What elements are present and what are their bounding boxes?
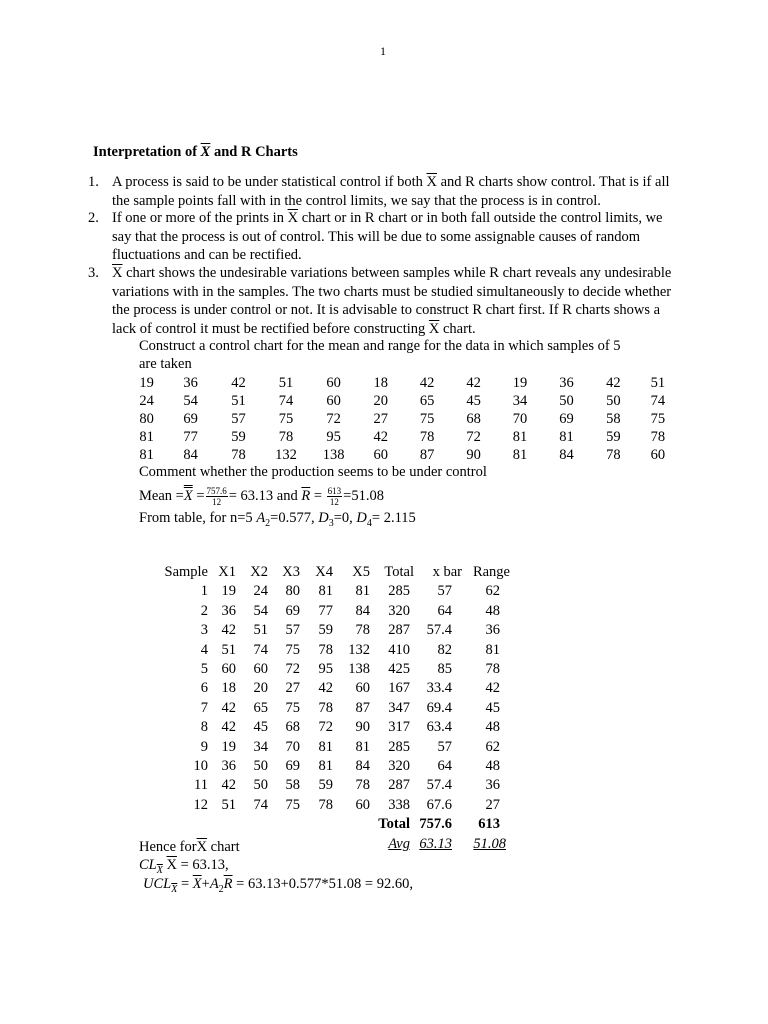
table-cell: 78 [485, 661, 500, 678]
d4-symbol: D [356, 510, 367, 526]
table-cell: 410 [388, 641, 410, 658]
constants-prefix: From table, for n=5 [139, 510, 257, 526]
table-cell: 27 [485, 796, 500, 813]
table-row [158, 679, 510, 698]
table-cell: 11 [194, 777, 208, 794]
table-cell: 48 [485, 758, 500, 775]
raw-data-cell: 74 [650, 393, 666, 409]
table-cell: 36 [485, 777, 500, 794]
table-cell: 51 [221, 796, 236, 813]
table-cell: 70 [285, 738, 300, 755]
table-cell: 78 [318, 796, 333, 813]
table-cell: 9 [200, 738, 208, 755]
list-text: and R charts show control. That is if all the sample points fall with in the control limits, we say that the process is in control. [112, 174, 670, 209]
grand-mean-symbol: X [183, 488, 193, 504]
raw-data-cell: 70 [512, 411, 528, 427]
heading-xbar: $\overline{X}$ [200, 144, 211, 160]
table-cell: 12 [193, 796, 208, 813]
table-cell: 69 [285, 758, 300, 775]
table-cell: 81 [355, 738, 370, 755]
mean-numerator: 757.6 [206, 486, 227, 497]
table-cell: 77 [318, 602, 333, 619]
raw-data-cell: 75 [650, 411, 666, 427]
table-row [158, 699, 510, 718]
raw-data-row [127, 428, 679, 446]
raw-data-cell: 72 [326, 411, 341, 427]
cl-label: CL [139, 857, 157, 873]
raw-data-cell: 60 [650, 447, 666, 463]
table-cell: 287 [388, 622, 410, 639]
cl-value: = 63.13, [176, 857, 229, 873]
d3-subscript: 3 [328, 517, 334, 529]
table-cell: 60 [355, 796, 370, 813]
table-cell: 7 [200, 699, 208, 716]
table-cell: 20 [253, 680, 268, 697]
table-cell: 285 [388, 583, 410, 600]
table-cell: 42 [221, 719, 236, 736]
list-item-2 [88, 209, 678, 264]
raw-data-cell: 74 [278, 393, 294, 409]
ucl-subscript: X [171, 883, 178, 895]
raw-data-cell: 42 [606, 375, 621, 391]
table-cell: 8 [200, 719, 208, 736]
table-cell: 57 [437, 583, 452, 600]
table-cell: 72 [285, 661, 300, 678]
table-cell: 67.6 [426, 796, 452, 813]
table-cell: 36 [221, 758, 236, 775]
table-cell: 320 [388, 758, 410, 775]
raw-data-cell: 18 [373, 375, 388, 391]
raw-data-cell: 87 [419, 447, 435, 463]
xbar-symbol: $\overline{X}$ [196, 839, 208, 855]
column-header: X4 [315, 564, 333, 580]
table-cell: 82 [437, 641, 452, 658]
list-text: chart or in R chart or in both fall outside the control limits, we say that the process is out of control. This will be due to some assignable causes of random fluctuations and can be rectified. [112, 210, 663, 263]
d4-subscript: 4 [366, 517, 372, 529]
raw-data-cell: 59 [606, 429, 621, 445]
heading-suffix: and R Charts [210, 144, 298, 160]
table-cell: 62 [485, 738, 500, 755]
table-row [158, 718, 510, 737]
range-result: =51.08 [343, 488, 384, 504]
problem-line-2: are taken [139, 356, 192, 372]
mean-fraction [206, 486, 228, 507]
raw-data-cell: 51 [650, 375, 666, 391]
table-cell: 42 [221, 777, 236, 794]
table-cell: 48 [485, 719, 500, 736]
table-cell: 64 [437, 758, 452, 775]
raw-data-cell: 58 [606, 411, 621, 427]
raw-data-cell: 81 [559, 429, 574, 445]
raw-data-cell: 78 [278, 429, 294, 445]
xbar-symbol: $\overline{X}$ [166, 857, 177, 873]
table-cell: 84 [355, 758, 370, 775]
table-cell: 60 [221, 661, 236, 678]
table-cell: 75 [285, 796, 300, 813]
table-cell: 1 [200, 583, 208, 600]
table-cell: 45 [253, 719, 268, 736]
table-cell: 10 [193, 758, 208, 775]
raw-data-cell: 42 [231, 375, 246, 391]
raw-data-cell: 19 [512, 375, 528, 391]
table-cell: 347 [388, 699, 410, 716]
mean-denominator: 12 [212, 497, 222, 508]
table-cell: 33.4 [426, 680, 452, 697]
raw-data-cell: 59 [231, 429, 246, 445]
raw-data-cell: 34 [512, 393, 528, 409]
table-cell: 36 [485, 622, 500, 639]
rbar-symbol: $\overline{R}$ [301, 488, 311, 504]
table-row [158, 602, 510, 621]
table-cell: 317 [388, 719, 410, 736]
table-cell: 63.4 [426, 719, 452, 736]
table-cell: 90 [355, 719, 370, 736]
mean-result: = 63.13 and [228, 488, 302, 504]
table-cell: 59 [318, 622, 333, 639]
ucl-value: = 63.13+0.577*51.08 = 92.60, [232, 876, 413, 892]
grand-mean-symbol: $\overline{X}$ [192, 876, 202, 892]
table-cell: 81 [318, 758, 333, 775]
xbar-symbol: $\overline{X}$ [112, 265, 123, 281]
table-row [158, 738, 510, 757]
table-cell: 74 [253, 796, 268, 813]
table-row [158, 796, 510, 815]
table-cell: 48 [485, 602, 500, 619]
a2-subscript: 2 [218, 883, 224, 895]
raw-data-cell: 60 [326, 375, 341, 391]
summary-table [158, 563, 510, 854]
plus-sign: + [201, 876, 210, 892]
mean-line: Mean =X = $\frac{757.6}{12}$ = 63.13 and $\overline{R}$ = $\frac{613}{12}$ =51.08 [139, 486, 384, 508]
raw-data-cell: 60 [373, 447, 388, 463]
table-cell: 78 [355, 622, 370, 639]
table-cell: 57.4 [426, 622, 452, 639]
center-line-formula [139, 857, 229, 876]
raw-data-cell: 78 [419, 429, 435, 445]
table-cell: 50 [253, 777, 268, 794]
table-cell: 54 [253, 602, 268, 619]
raw-data-cell: 81 [512, 447, 528, 463]
raw-data-cell: 27 [373, 411, 388, 427]
table-cell: 132 [348, 641, 370, 658]
conclusion-text: chart [207, 839, 240, 855]
raw-data-cell: 77 [183, 429, 198, 445]
table-cell: 285 [388, 738, 410, 755]
constants-line [139, 510, 416, 529]
table-cell: 51 [253, 622, 268, 639]
raw-data-cell: 84 [183, 447, 198, 463]
heading-prefix: Interpretation of [93, 144, 201, 160]
table-cell: 64 [437, 602, 452, 619]
table-cell: 18 [221, 680, 236, 697]
table-cell: 42 [221, 699, 236, 716]
table-cell: 138 [348, 661, 370, 678]
table-cell: 81 [355, 583, 370, 600]
ucl-formula [143, 876, 413, 895]
raw-data-cell: 19 [139, 375, 154, 391]
conclusion-line-1 [139, 839, 240, 856]
raw-data-cell: 68 [466, 411, 481, 427]
raw-data-cell: 78 [650, 429, 666, 445]
raw-data-cell: 51 [231, 393, 246, 409]
a2-subscript: 2 [265, 517, 271, 529]
table-row [158, 582, 510, 601]
table-cell: 45 [485, 699, 500, 716]
mean-label: Mean = [139, 488, 184, 504]
xbar-symbol: $\overline{X}$ [287, 210, 299, 226]
table-cell: 34 [253, 738, 268, 755]
raw-data-cell: 42 [419, 375, 435, 391]
table-row [158, 660, 510, 679]
table-cell: 425 [388, 661, 410, 678]
range-denominator: 12 [329, 497, 339, 508]
table-cell: 59 [318, 777, 333, 794]
conclusion-text: Hence for [139, 839, 197, 855]
raw-data-cell: 75 [419, 411, 435, 427]
table-cell: 57 [437, 738, 452, 755]
raw-data-cell: 69 [559, 411, 574, 427]
table-row [158, 776, 510, 795]
raw-data-cell: 72 [466, 429, 481, 445]
table-cell: 60 [253, 661, 268, 678]
avg-range: 51.08 [473, 835, 506, 852]
raw-data-cell: 90 [466, 447, 481, 463]
total-xbar: 757.6 [419, 816, 452, 833]
raw-data-cell: 57 [231, 411, 246, 427]
raw-data-cell: 95 [326, 429, 341, 445]
d3-value: =0, [333, 510, 357, 526]
table-cell: 72 [318, 719, 333, 736]
table-cell: 78 [355, 777, 370, 794]
table-cell: 81 [318, 738, 333, 755]
table-cell: 51 [221, 641, 236, 658]
d4-value: = 2.115 [371, 510, 416, 526]
raw-data-cell: 50 [559, 393, 574, 409]
raw-data-cell: 78 [606, 447, 621, 463]
table-cell: 75 [285, 699, 300, 716]
table-cell: 57 [285, 622, 300, 639]
raw-data-cell: 20 [373, 393, 388, 409]
list-number: 3. [88, 265, 99, 281]
column-header: X2 [250, 564, 268, 580]
raw-data-cell: 50 [606, 393, 621, 409]
column-header: X3 [282, 564, 300, 580]
raw-data-cell: 36 [559, 375, 574, 391]
raw-data-cell: 80 [139, 411, 154, 427]
raw-data-row [127, 410, 679, 428]
xbar-symbol: $\overline{X}$ [428, 320, 440, 337]
table-cell: 68 [285, 719, 300, 736]
table-cell: 42 [221, 622, 236, 639]
list-text: chart. [439, 320, 476, 337]
table-cell: 75 [285, 641, 300, 658]
list-text: chart shows the undesirable variations between samples while R chart reveals any undesirable variations with in the samples. The two charts must be studied simultaneously to decide whether the process is under control or not. It is advisable to construct R chart first. If R charts shows a lack of control it must be rectified before constructing [112, 265, 672, 337]
table-cell: 57.4 [426, 777, 452, 794]
list-item-3 [88, 264, 678, 338]
a2-value: =0.577, [270, 510, 319, 526]
list-number: 2. [88, 210, 99, 226]
column-header: x bar [432, 564, 462, 580]
table-cell: 69 [285, 602, 300, 619]
table-cell: 42 [318, 680, 333, 697]
summary-header-row [158, 563, 510, 582]
total-range: 613 [478, 816, 500, 833]
list-number: 1. [88, 174, 99, 190]
xbar-symbol: $\overline{X}$ [426, 174, 437, 190]
page-number: 1 [380, 44, 386, 58]
raw-data-cell: 81 [512, 429, 528, 445]
d3-symbol: D [318, 510, 329, 526]
raw-data-cell: 84 [559, 447, 574, 463]
table-cell: 81 [485, 641, 500, 658]
raw-data-cell: 81 [139, 429, 154, 445]
raw-data-cell: 60 [326, 393, 341, 409]
table-cell: 85 [437, 661, 452, 678]
table-cell: 65 [253, 699, 268, 716]
table-cell: 78 [318, 641, 333, 658]
raw-data-row [127, 446, 679, 464]
raw-data-cell: 42 [466, 375, 481, 391]
cl-subscript: X [156, 864, 163, 876]
raw-data-cell: 51 [278, 375, 294, 391]
section-heading [93, 144, 298, 161]
range-numerator: 613 [327, 486, 342, 497]
table-cell: 78 [318, 699, 333, 716]
table-cell: 50 [253, 758, 268, 775]
column-header: X1 [218, 564, 236, 580]
table-cell: 320 [388, 602, 410, 619]
raw-data-cell: 24 [139, 393, 154, 409]
avg-xbar: 63.13 [419, 835, 452, 852]
table-cell: 84 [355, 602, 370, 619]
raw-data-cell: 45 [466, 393, 481, 409]
column-header: X5 [352, 564, 370, 580]
raw-data-cell: 54 [183, 393, 198, 409]
raw-data-row [127, 374, 679, 392]
raw-data-row [127, 392, 679, 410]
table-cell: 81 [318, 583, 333, 600]
table-cell: 3 [200, 622, 208, 639]
raw-data-cell: 75 [278, 411, 294, 427]
total-row [158, 815, 510, 834]
table-cell: 74 [253, 641, 268, 658]
table-cell: 36 [221, 602, 236, 619]
problem-line-1: Construct a control chart for the mean and range for the data in which samples of 5 [139, 338, 621, 354]
table-cell: 27 [285, 680, 300, 697]
table-cell: 62 [485, 583, 500, 600]
table-cell: 80 [285, 583, 300, 600]
total-label: Total [378, 816, 410, 833]
a2-symbol: A [209, 876, 219, 892]
table-cell: 2 [200, 602, 208, 619]
table-cell: 5 [200, 661, 208, 678]
raw-data-cell: 81 [139, 447, 154, 463]
a2-symbol: A [256, 510, 266, 526]
table-row [158, 621, 510, 640]
range-fraction [327, 486, 343, 507]
comment-line: Comment whether the production seems to be under control [139, 464, 487, 480]
table-cell: 24 [253, 583, 268, 600]
table-cell: 95 [318, 661, 333, 678]
column-header: Sample [164, 564, 208, 580]
raw-data-cell: 36 [183, 375, 198, 391]
table-row [158, 641, 510, 660]
table-cell: 6 [200, 680, 208, 697]
table-cell: 69.4 [426, 699, 452, 716]
raw-data-cell: 132 [275, 447, 297, 463]
list-text: A process is said to be under statistical control if both [112, 174, 427, 190]
raw-data-cell: 78 [231, 447, 246, 463]
table-cell: 19 [221, 738, 236, 755]
avg-label: Avg [388, 835, 410, 852]
column-header: Range [472, 564, 510, 580]
list-text: If one or more of the prints in [112, 210, 288, 226]
table-cell: 287 [388, 777, 410, 794]
raw-data-cell: 69 [183, 411, 198, 427]
table-cell: 58 [285, 777, 300, 794]
table-cell: 338 [388, 796, 410, 813]
table-cell: 4 [200, 641, 208, 658]
ucl-label: UCL [143, 876, 172, 892]
list-item-1 [88, 173, 678, 209]
table-row [158, 757, 510, 776]
table-cell: 167 [388, 680, 410, 697]
ucl-equals: = [177, 876, 193, 892]
raw-data-cell: 138 [322, 447, 345, 463]
column-header: Total [384, 564, 414, 580]
raw-data-grid [127, 374, 679, 464]
table-cell: 42 [485, 680, 500, 697]
rbar-symbol: $\overline{R}$ [223, 876, 233, 892]
table-cell: 60 [355, 680, 370, 697]
table-cell: 19 [221, 583, 236, 600]
raw-data-cell: 42 [373, 429, 388, 445]
table-cell: 87 [355, 699, 370, 716]
raw-data-cell: 65 [419, 393, 435, 409]
